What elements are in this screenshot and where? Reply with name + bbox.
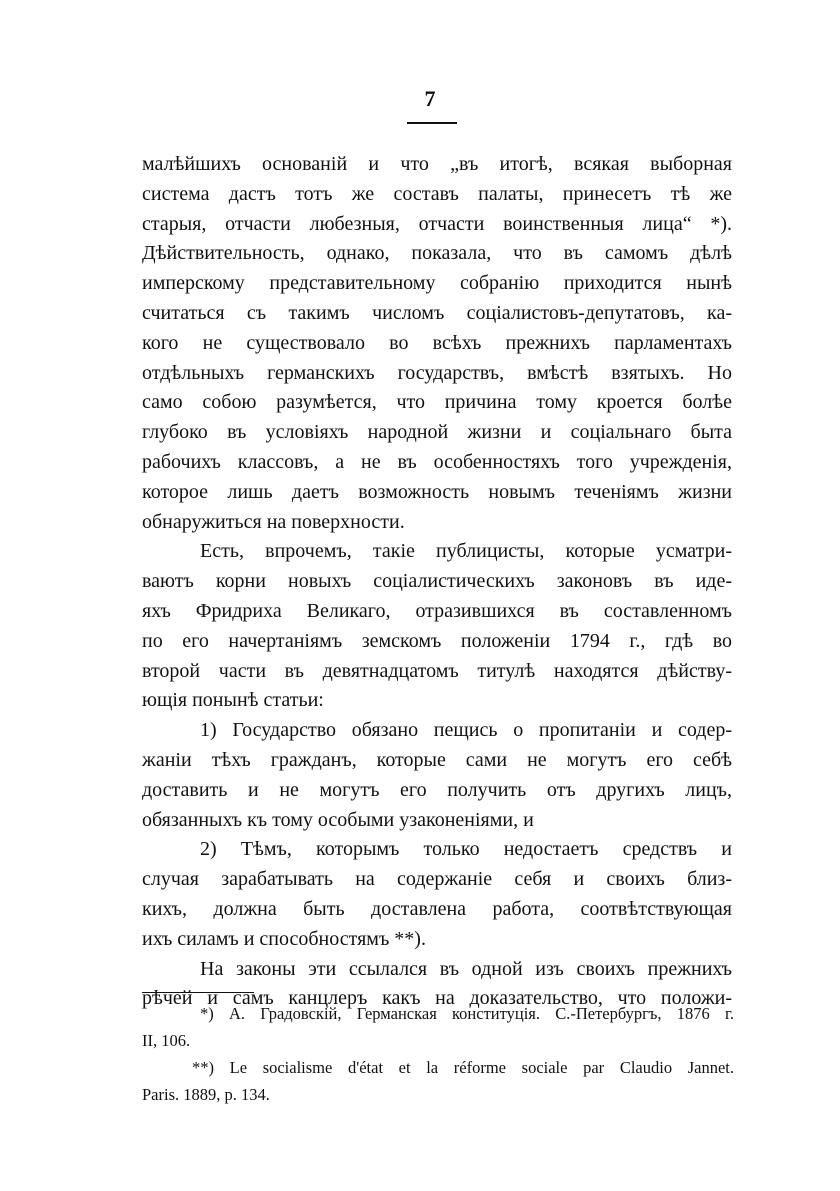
text-line: имперскому представительному собранію приходится нынѣ [142,272,732,295]
text-line: случая зарабатывать на содержаніе себя и своихъ близ- [142,868,732,891]
paragraph-2 [142,537,732,716]
text-line: рабочихъ классовъ, а не въ особенностяхъ того учрежденія, [142,450,732,473]
text-line: ихъ силамъ и способностямъ **). [142,927,426,950]
footnote-1 [142,1000,734,1054]
text-line: малѣйшихъ основаній и что „въ итогѣ, всякая выборная [142,153,732,175]
footnote-line: **) Le socialisme d'état et la réforme sociale par Claudio Jannet. [192,1058,734,1077]
page-number: 7 [424,86,436,111]
footnote-line: Paris. 1889, p. 134. [142,1085,270,1104]
body-text [142,150,732,1014]
text-line: которое лишь даетъ возможность новымъ теченіямъ жизни [142,480,732,503]
footnote-rule [142,992,254,993]
page-number-rule [407,122,457,124]
paragraph-1 [142,150,732,537]
text-line: глубоко въ условіяхъ народной жизни и соціальнаго быта [142,421,732,444]
text-line: 1) Государство обязано пещись о пропитаніи и содер- [200,719,732,742]
text-line: Есть, впрочемъ, такіе публицисты, которые усматри- [200,540,732,563]
text-line: доставить и не могутъ его получить отъ другихъ лицъ, [142,778,732,801]
footnotes [142,1000,734,1108]
paragraph-3 [142,716,732,835]
text-line: 2) Тѣмъ, которымъ только недостаетъ средствъ и [200,838,732,861]
text-line: жаніи тѣхъ гражданъ, которые сами не могутъ его себѣ [142,748,732,771]
text-line: кого не существовало во всѣхъ прежнихъ парламентахъ [142,331,732,354]
text-line: рѣчей и самъ канцлеръ какъ на доказательство, что положи- [142,987,732,1010]
text-line: по его начертаніямъ земскомъ положеніи 1794 г., гдѣ во [142,629,732,652]
text-line: ваютъ корни новыхъ соціалистическихъ законовъ въ иде- [142,570,732,593]
text-line: само собою разумѣется, что причина тому кроется болѣе [142,391,732,414]
text-line: старыя, отчасти любезныя, отчасти воинственныя лица“ *). [142,212,732,235]
text-line: обязанныхъ къ тому особыми узаконеніями, и [142,808,534,831]
text-line: система дастъ тотъ же составъ палаты, принесетъ тѣ же [142,182,732,205]
text-line: второй части въ девятнадцатомъ титулѣ находятся дѣйству- [142,659,732,682]
text-line: кихъ, должна быть доставлена работа, соотвѣтствующая [142,897,732,920]
footnote-2 [142,1054,734,1108]
text-line: На законы эти ссылался въ одной изъ своихъ прежнихъ [200,957,732,980]
text-line: отдѣльныхъ германскихъ государствъ, вмѣстѣ взятыхъ. Но [142,361,732,384]
text-line: яхъ Фридриха Великаго, отразившихся въ составленномъ [142,599,732,622]
footnote-line: *) А. Градовскій, Германская конституція. С.-Петербургъ, 1876 г. [200,1004,734,1023]
footnote-line: II, 106. [142,1031,191,1050]
paragraph-4 [142,835,732,954]
text-line: ющія понынѣ статьи: [142,689,324,712]
text-line: обнаружиться на поверхности. [142,510,405,533]
text-line: считаться съ такимъ числомъ соціалистовъ-депутатовъ, ка- [142,301,732,324]
text-line: Дѣйствительность, однако, показала, что въ самомъ дѣлѣ [142,242,732,265]
